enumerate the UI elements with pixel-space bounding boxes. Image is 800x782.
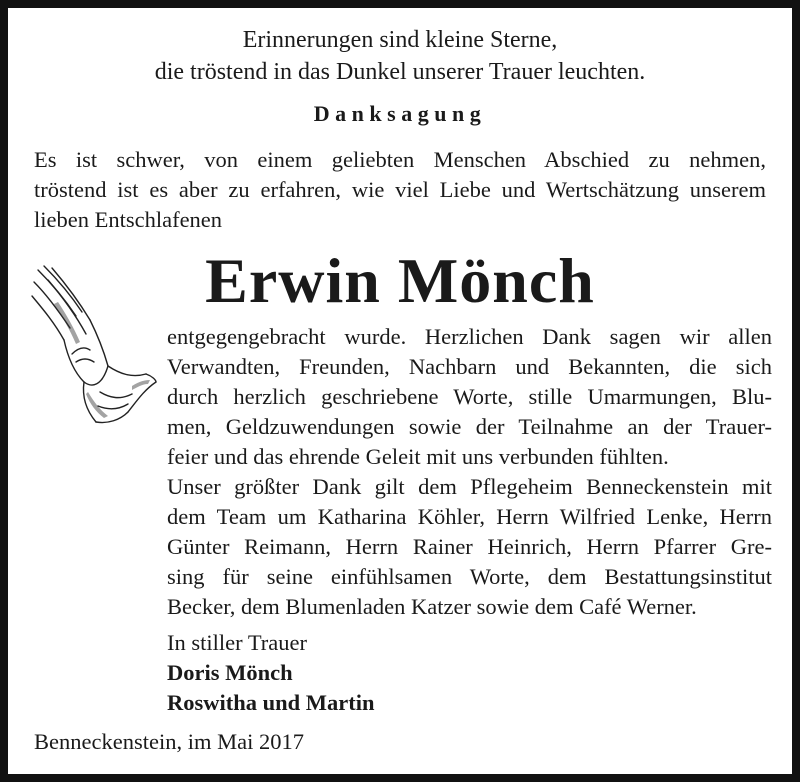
body-line: entgegengebracht wurde. Herzlichen Dank sagen wir allen bbox=[167, 324, 772, 349]
intro-line: lieben Entschlafenen bbox=[34, 207, 223, 232]
body-line: men, Geldzuwendungen sowie der Teilnahme an der Trauer- bbox=[167, 414, 772, 439]
place-date: Benneckenstein, im Mai 2017 bbox=[34, 729, 304, 754]
body-line: Becker, dem Blumenladen Katzer sowie dem Café Werner. bbox=[167, 594, 697, 619]
heading: Danksagung bbox=[313, 101, 487, 126]
verse-line-2: die tröstend in das Dunkel unserer Trauer leuchten. bbox=[154, 59, 646, 85]
signature-name: Doris Mönch bbox=[167, 660, 293, 685]
signature-name: Roswitha und Martin bbox=[167, 690, 375, 715]
body-line: Unser größter Dank gilt dem Pflegeheim Benneckenstein mit bbox=[167, 474, 772, 499]
body-line: Günter Reimann, Herrn Rainer Heinrich, Herrn Pfarrer Gre- bbox=[167, 534, 772, 559]
intro-line: Es ist schwer, von einem geliebten Menschen Abschied zu nehmen, bbox=[34, 147, 766, 172]
deceased-name: Erwin Mönch bbox=[205, 245, 595, 316]
body-line: feier und das ehrende Geleit mit uns verbunden fühlten. bbox=[167, 444, 669, 469]
body-line: dem Team um Katharina Köhler, Herrn Wilfried Lenke, Herrn bbox=[167, 504, 772, 529]
praying-hands-icon bbox=[28, 262, 163, 430]
body-line: Verwandten, Freunden, Nachbarn und Bekannten, die sich bbox=[167, 354, 772, 379]
body-line: durch herzlich geschriebene Worte, stille Umarmungen, Blu- bbox=[167, 384, 772, 409]
signature-intro: In stiller Trauer bbox=[167, 630, 307, 655]
body-line: sing für seine einfühlsamen Worte, dem Bestattungsinstitut bbox=[167, 564, 772, 589]
intro-line: tröstend ist es aber zu erfahren, wie viel Liebe und Wertschätzung unserem bbox=[34, 177, 766, 202]
verse-line-1: Erinnerungen sind kleine Sterne, bbox=[242, 27, 558, 53]
